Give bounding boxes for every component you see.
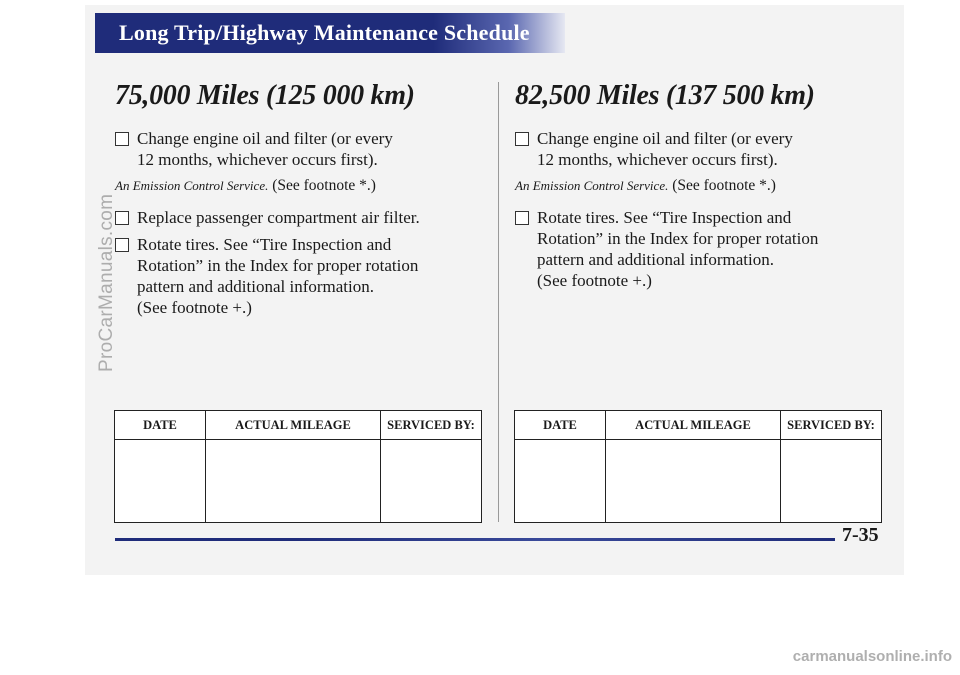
footer-rule [115, 538, 835, 541]
actual-mileage-cell[interactable] [206, 440, 381, 523]
side-watermark: ProCarManuals.com [96, 193, 117, 372]
checkbox[interactable] [515, 132, 529, 146]
right-item-2 [515, 207, 890, 291]
right-service-log-table [514, 410, 882, 523]
serviced-by-header: SERVICED BY: [781, 411, 882, 440]
bottom-watermark: carmanualsonline.info [792, 648, 952, 665]
column-divider [498, 82, 499, 522]
actual-mileage-header: ACTUAL MILEAGE [206, 411, 381, 440]
actual-mileage-header: ACTUAL MILEAGE [606, 411, 781, 440]
item-text: Change engine oil and filter (or every 12 months, whichever occurs first). [537, 129, 793, 169]
item-text: Rotate tires. See “Tire Inspection and Rotation” in the Index for proper rotation pattern and additional information. (See footnote +.) [537, 208, 819, 290]
left-heading: 75,000 Miles (125 000 km) [115, 80, 415, 111]
date-cell[interactable] [115, 440, 206, 523]
serviced-by-header: SERVICED BY: [381, 411, 482, 440]
right-item-1 [515, 128, 890, 170]
actual-mileage-cell[interactable] [606, 440, 781, 523]
banner-title: Long Trip/Highway Maintenance Schedule [119, 20, 530, 45]
serviced-by-cell[interactable] [781, 440, 882, 523]
right-heading: 82,500 Miles (137 500 km) [515, 80, 815, 111]
checkbox[interactable] [115, 132, 129, 146]
section-banner [95, 13, 565, 53]
date-cell[interactable] [515, 440, 606, 523]
left-item-1 [115, 128, 485, 170]
right-column [515, 80, 890, 297]
right-item-1-note: An Emission Control Service. (See footnote *.) [515, 177, 776, 194]
date-header: DATE [115, 411, 206, 440]
left-item-1-note: An Emission Control Service. (See footnote *.) [115, 177, 376, 194]
item-text: Replace passenger compartment air filter. [137, 208, 420, 227]
item-text: Rotate tires. See “Tire Inspection and Rotation” in the Index for proper rotation pattern and additional information. (See footnote +.) [137, 235, 419, 317]
date-header: DATE [515, 411, 606, 440]
left-item-2 [115, 207, 485, 228]
serviced-by-cell[interactable] [381, 440, 482, 523]
page-number: 7-35 [842, 524, 879, 546]
left-item-3 [115, 234, 485, 318]
item-text: Change engine oil and filter (or every 12 months, whichever occurs first). [137, 129, 393, 169]
checkbox[interactable] [515, 211, 529, 225]
left-column [115, 80, 485, 324]
left-service-log-table [114, 410, 482, 523]
